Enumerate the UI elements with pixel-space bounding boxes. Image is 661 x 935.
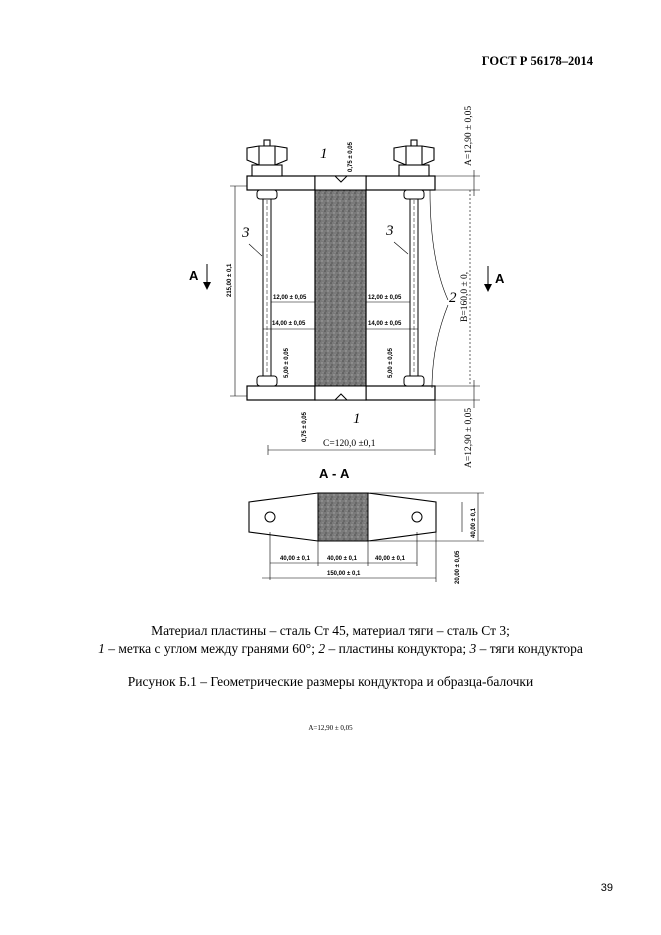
- callout-3-left: 3: [242, 225, 250, 241]
- dim-12-left: 12,00 ± 0,05: [273, 295, 307, 301]
- stray-dimension-text: A=12,90 ± 0,05: [308, 724, 353, 732]
- dim-40-vert: 40,00 ± 0,1: [471, 508, 477, 538]
- figure-caption: Рисунок Б.1 – Геометрические размеры кондуктора и образца-балочки: [127, 674, 534, 689]
- dim-12-right: 12,00 ± 0,05: [368, 295, 402, 301]
- section-plate: [249, 493, 436, 541]
- page-number: 39: [600, 882, 613, 894]
- dim-075-top: 0,75 ± 0,05: [348, 142, 354, 172]
- callout-1-top: 1: [320, 146, 328, 162]
- callout-1-bottom: 1: [353, 411, 361, 427]
- svg-text:А: А: [189, 268, 199, 283]
- dim-c: C=120,0 ±0,1: [323, 439, 376, 449]
- callout-3-right: 3: [386, 223, 394, 239]
- dim-14-left: 14,00 ± 0,05: [272, 321, 306, 327]
- dim-14-right: 14,00 ± 0,05: [368, 321, 402, 327]
- dim-40-a: 40,00 ± 0,1: [280, 556, 310, 562]
- standard-number: ГОСТ Р 56178–2014: [481, 54, 593, 68]
- dim-215: 215,00 ± 0,1: [227, 263, 233, 297]
- dim-a-bottom: A=12,90 ± 0,05: [464, 407, 474, 468]
- right-nut: [394, 140, 434, 176]
- dim-b: B=160,0 ± 0,: [460, 271, 470, 322]
- dim-5-left: 5,00 ± 0,05: [284, 348, 290, 378]
- dim-5-right: 5,00 ± 0,05: [388, 348, 394, 378]
- dim-20-vert: 20,00 ± 0,05: [455, 550, 461, 584]
- callout-2: 2: [449, 290, 457, 306]
- section-title: А - А: [319, 466, 350, 481]
- dim-40-b: 40,00 ± 0,1: [327, 556, 357, 562]
- dim-a-top: A=12,90 ± 0,05: [464, 105, 474, 166]
- left-nut: [247, 140, 287, 176]
- dim-150: 150,00 ± 0,1: [327, 571, 361, 577]
- dim-40-c: 40,00 ± 0,1: [375, 556, 405, 562]
- section-arrow-right: [484, 266, 505, 292]
- materials-note: Материал пластины – сталь Ст 45, материал тяги – сталь Ст 3;: [151, 623, 510, 638]
- left-rod: [257, 190, 277, 386]
- svg-text:А: А: [495, 271, 505, 286]
- legend-note: 1 – метка с углом между гранями 60°; 2 – пластины кондуктора; 3 – тяги кондуктора: [98, 641, 583, 656]
- section-arrow-left: [189, 264, 211, 290]
- specimen-beam: [315, 176, 366, 400]
- right-rod: [404, 190, 424, 386]
- dim-075-bottom: 0,75 ± 0,05: [302, 412, 308, 442]
